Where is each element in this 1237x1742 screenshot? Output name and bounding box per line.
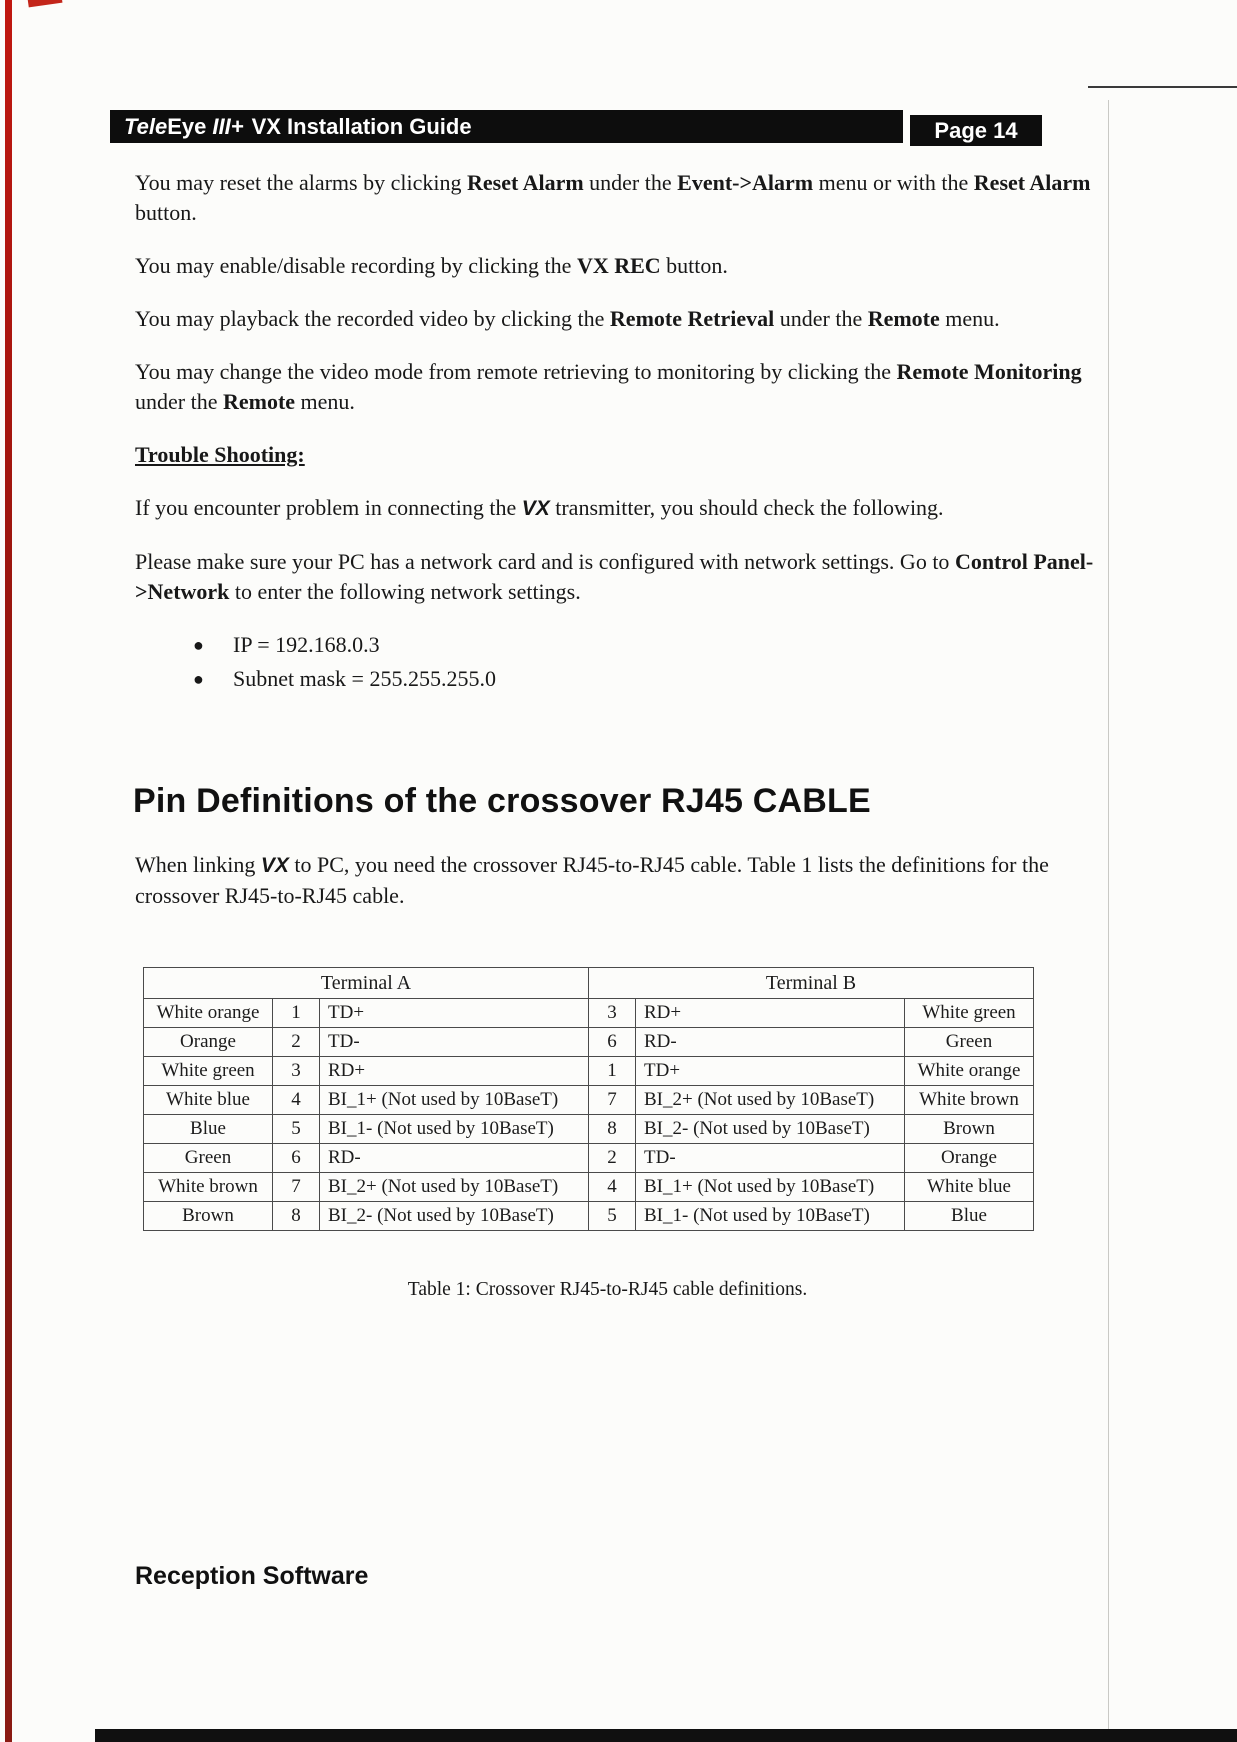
table-cell: 2: [273, 1028, 320, 1057]
bold-segment: Event->Alarm: [677, 170, 814, 195]
text-segment: menu or with the: [813, 170, 974, 195]
text-segment: Please make sure your PC has a network card and is configured with network settings. Go to: [135, 549, 955, 574]
table-cell: 7: [589, 1086, 636, 1115]
text-segment: button.: [135, 200, 197, 225]
table-row: [144, 1173, 1034, 1202]
table-cell: White blue: [905, 1173, 1034, 1202]
table-cell: 5: [273, 1115, 320, 1144]
text-segment: under the: [583, 170, 678, 195]
table-cell: White orange: [144, 999, 273, 1028]
table-cell: 4: [589, 1173, 636, 1202]
text-segment: If you encounter problem in connecting the: [135, 495, 522, 520]
table-cell: 1: [273, 999, 320, 1028]
table-row: [144, 1144, 1034, 1173]
scan-bottom-bar: [95, 1729, 1237, 1742]
paragraph-crossover-cable: [135, 850, 1110, 911]
table-cell: 7: [273, 1173, 320, 1202]
section-heading-pin-definitions: Pin Definitions of the crossover RJ45 CABLE: [133, 782, 871, 820]
text-segment: When linking: [135, 852, 261, 877]
text-segment: You may enable/disable recording by clicking the: [135, 253, 577, 278]
text-segment: under the: [135, 389, 223, 414]
paragraph-connect-vx: [135, 493, 1110, 524]
table-cell: 4: [273, 1086, 320, 1115]
bullet-icon: ●: [193, 669, 204, 689]
bold-segment: Remote: [867, 306, 940, 331]
table-cell: TD+: [320, 999, 589, 1028]
table-cell: Green: [144, 1144, 273, 1173]
table-cell: 6: [273, 1144, 320, 1173]
list-item-text: Subnet mask = 255.255.255.0: [233, 666, 496, 691]
table-cell: BI_1+ (Not used by 10BaseT): [636, 1173, 905, 1202]
table-cell: 5: [589, 1202, 636, 1231]
text-segment: button.: [660, 253, 728, 278]
list-item-subnet: [193, 664, 1110, 694]
table-cell: 8: [273, 1202, 320, 1231]
table-cell: 3: [589, 999, 636, 1028]
paragraph-network-settings: [135, 547, 1110, 607]
table-cell: BI_1- (Not used by 10BaseT): [320, 1115, 589, 1144]
network-settings-list: [193, 630, 1110, 694]
table-row: [144, 1115, 1034, 1144]
paragraph-remote-retrieval: [135, 304, 1110, 334]
table-cell: White blue: [144, 1086, 273, 1115]
brand-eye: Eye: [167, 113, 207, 139]
text-segment: You may reset the alarms by clicking: [135, 170, 467, 195]
header-terminal-b: Terminal B: [589, 968, 1034, 999]
table-row: [144, 1086, 1034, 1115]
bold-segment: Remote Monitoring: [896, 359, 1082, 384]
table-cell: TD-: [320, 1028, 589, 1057]
table-cell: BI_1+ (Not used by 10BaseT): [320, 1086, 589, 1115]
table-cell: TD-: [636, 1144, 905, 1173]
header-bar: [110, 110, 1042, 146]
table-cell: BI_2- (Not used by 10BaseT): [636, 1115, 905, 1144]
table-row: [144, 1028, 1034, 1057]
table-cell: RD-: [320, 1144, 589, 1173]
text-segment: You may playback the recorded video by clicking the: [135, 306, 610, 331]
table-cell: BI_2+ (Not used by 10BaseT): [320, 1173, 589, 1202]
bullet-icon: ●: [193, 635, 204, 655]
scan-line-top-right: [1088, 86, 1237, 88]
table-cell: Blue: [144, 1115, 273, 1144]
table-cell: 3: [273, 1057, 320, 1086]
text-segment: menu.: [939, 306, 1000, 331]
vx-logo-text: VX: [521, 497, 550, 520]
text-segment: to PC, you need the crossover RJ45-to-RJ45 cable. Table 1 lists the definitions for the crossover RJ45-to-RJ45 cable.: [135, 852, 1049, 908]
table-cell: BI_1- (Not used by 10BaseT): [636, 1202, 905, 1231]
table-cell: TD+: [636, 1057, 905, 1086]
table-cell: Brown: [905, 1115, 1034, 1144]
bold-segment: Reset Alarm: [973, 170, 1091, 195]
table-cell: Brown: [144, 1202, 273, 1231]
table-header-row: [144, 968, 1034, 999]
bold-segment: Remote: [222, 389, 296, 414]
table-cell: Orange: [905, 1144, 1034, 1173]
page-content: [135, 168, 1110, 1305]
text-segment: transmitter, you should check the following.: [549, 495, 944, 520]
brand-model: III+: [212, 113, 244, 139]
list-item-text: IP = 192.168.0.3: [233, 632, 380, 657]
table-row: [144, 999, 1034, 1028]
page-number: Page 14: [910, 115, 1042, 146]
scan-corner-mark: [28, 0, 63, 7]
table-cell: Orange: [144, 1028, 273, 1057]
table-cell: 2: [589, 1144, 636, 1173]
table-cell: White brown: [905, 1086, 1034, 1115]
document-title: [110, 110, 903, 143]
bold-segment: Remote Retrieval: [609, 306, 775, 331]
vx-logo-text: VX: [260, 854, 289, 877]
table-cell: White green: [144, 1057, 273, 1086]
title-text: VX Installation Guide: [251, 113, 472, 139]
table-cell: 1: [589, 1057, 636, 1086]
list-item-ip: [193, 630, 1110, 660]
table-cell: 6: [589, 1028, 636, 1057]
text-segment: You may change the video mode from remote retrieving to monitoring by clicking the: [135, 359, 897, 384]
table-cell: RD+: [320, 1057, 589, 1086]
table-cell: BI_2- (Not used by 10BaseT): [320, 1202, 589, 1231]
table-cell: White brown: [144, 1173, 273, 1202]
scan-edge-strip: [5, 0, 12, 1742]
paragraph-reset-alarm: [135, 168, 1110, 228]
text-segment: menu.: [295, 389, 355, 414]
table-cell: BI_2+ (Not used by 10BaseT): [636, 1086, 905, 1115]
bold-segment: VX REC: [576, 253, 661, 278]
bold-segment: Control Panel->Network: [135, 549, 1094, 604]
table-row: [144, 1057, 1034, 1086]
table-cell: Blue: [905, 1202, 1034, 1231]
header-terminal-a: Terminal A: [144, 968, 589, 999]
table-row: [144, 1202, 1034, 1231]
text-segment: under the: [774, 306, 868, 331]
pin-definitions-table: [143, 967, 1034, 1231]
table-cell: RD+: [636, 999, 905, 1028]
table-cell: RD-: [636, 1028, 905, 1057]
paragraph-vx-rec: [135, 251, 1110, 281]
text-segment: to enter the following network settings.: [229, 579, 581, 604]
paragraph-remote-monitoring: [135, 357, 1110, 417]
table-cell: White orange: [905, 1057, 1034, 1086]
table-cell: White green: [905, 999, 1034, 1028]
table-cell: Green: [905, 1028, 1034, 1057]
bold-segment: Reset Alarm: [466, 170, 584, 195]
brand-tele: Tele: [124, 113, 168, 139]
table-cell: 8: [589, 1115, 636, 1144]
table-caption: Table 1: Crossover RJ45-to-RJ45 cable definitions.: [407, 1279, 808, 1300]
section-heading-reception-software: Reception Software: [135, 1562, 369, 1590]
trouble-shooting-heading: Trouble Shooting:: [135, 442, 305, 467]
